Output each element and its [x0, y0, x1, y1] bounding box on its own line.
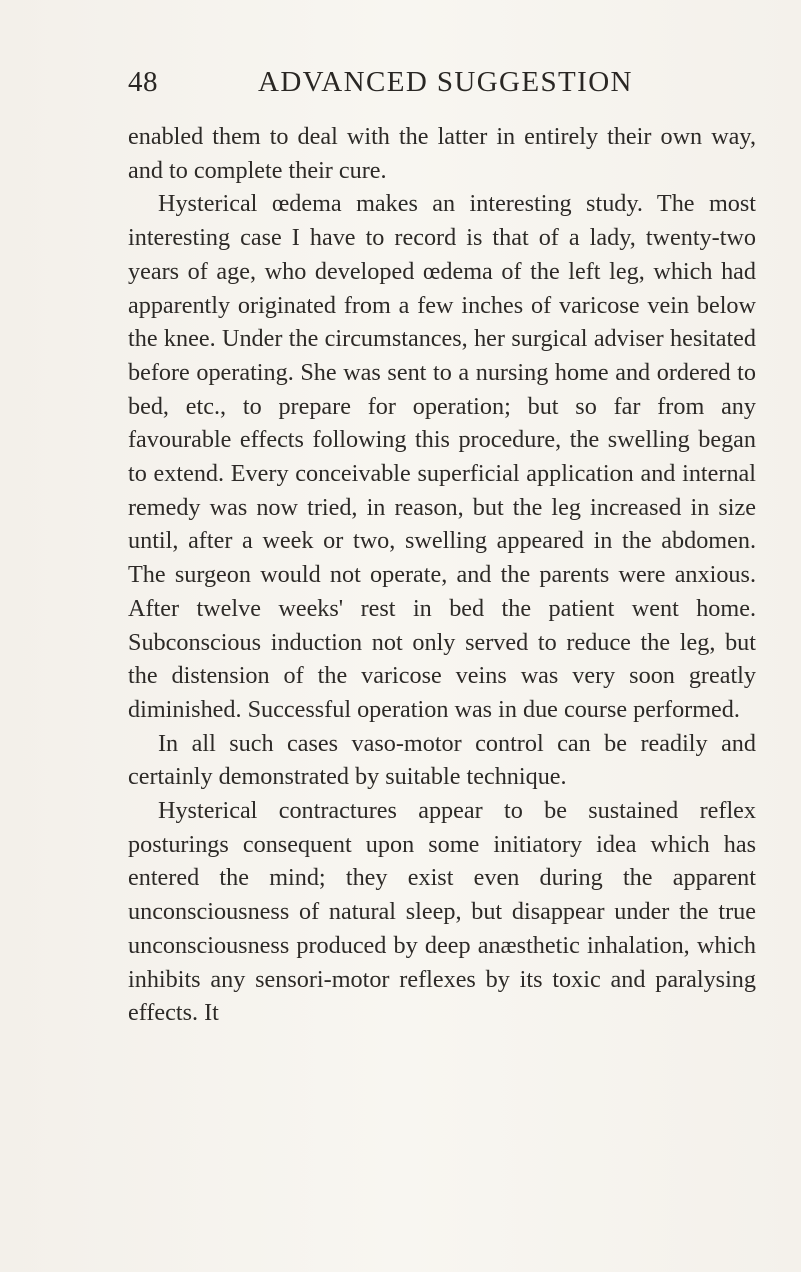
paragraph-continuation: enabled them to deal with the latter in entirely their own way, and to complete their cure. [128, 123, 756, 184]
paragraph-hysterical-oedema: Hysterical œdema makes an interesting study. The most interesting case I have to record is that of a lady, twenty-two years of age, who developed œdema of the left leg, which had apparently originated from a few inches of varicose vein below the knee. Under the circumstances, her surgical adviser hesitated before operating. She was sent to a nursing home and ordered to bed, etc., to prepare for operation; but so far from any favourable effects following this procedure, the swelling began to extend. Every conceivable superficial application and internal remedy was now tried, in reason, but the leg increased in size until, after a week or two, swelling appeared in the abdomen. The surgeon would not operate, and the parents were anxious. After twelve weeks' rest in bed the patient went home. Subconscious induction not only served to reduce the leg, but the distension of the varicose veins was very soon greatly diminished. Successful operation was in due course performed. [128, 190, 756, 723]
paragraph-hysterical-contractures: Hysterical contractures appear to be sustained reflex posturings consequent upon some initiatory idea which has entered the mind; they exist even during the apparent unconsciousness of natural sleep, but disappear under the true unconsciousness produced by deep anæsthetic inhalation, which inhibits any sensori-motor reflexes by its toxic and paralysing effects. It [128, 797, 756, 1027]
page-number: 48 [128, 66, 158, 98]
page-header [128, 66, 688, 106]
paragraph-vaso-motor-control: In all such cases vaso-motor control can be readily and certainly demonstrated by suitable technique. [128, 729, 756, 791]
running-title: ADVANCED SUGGESTION [258, 66, 633, 98]
body-text [128, 120, 756, 1030]
